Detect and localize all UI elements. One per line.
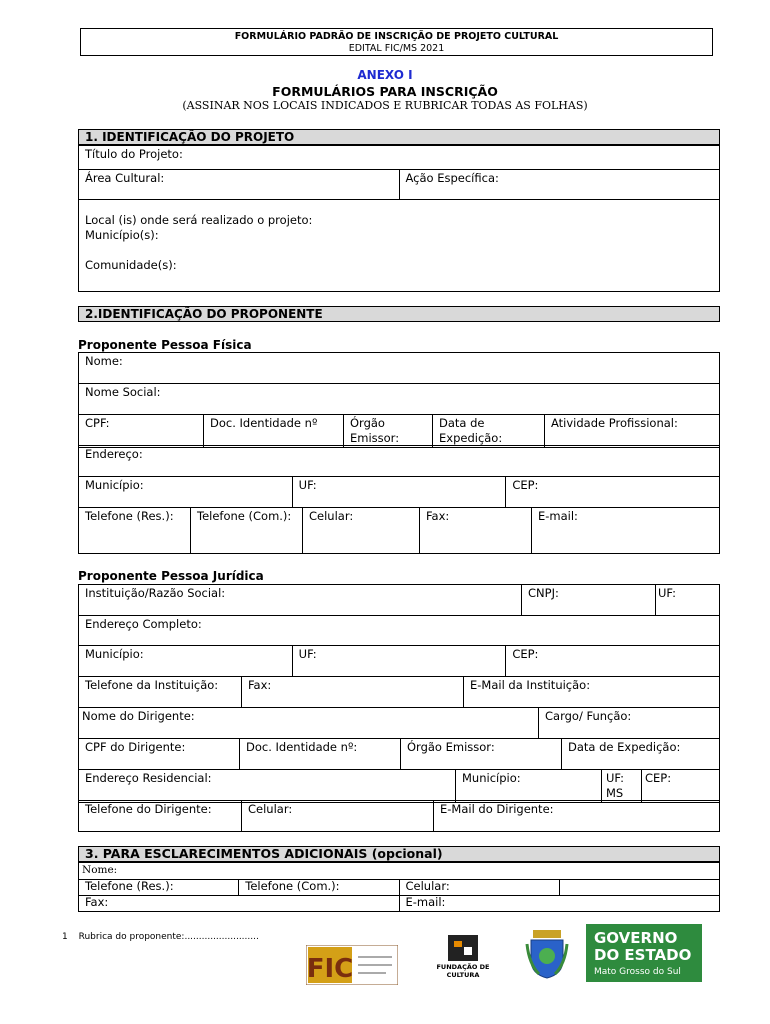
footer <box>62 932 259 942</box>
pj-orgao-dirigente-field[interactable]: Órgão Emissor: <box>401 739 562 770</box>
pj-end-res-field[interactable]: Endereço Residencial: <box>79 770 456 803</box>
pf-heading: Proponente Pessoa Física <box>78 338 252 352</box>
pj-dirigente-field[interactable]: Nome do Dirigente: <box>79 708 539 739</box>
contact-extra-field[interactable] <box>559 880 719 896</box>
pj-cep-field[interactable]: CEP: <box>506 646 720 677</box>
fic-logo-text: FIC <box>306 954 354 984</box>
section-2-header: 2.IDENTIFICAÇÃO DO PROPONENTE <box>78 306 720 322</box>
pf-municipio-field[interactable]: Município: <box>79 477 293 508</box>
pj-instituicao-field[interactable]: Instituição/Razão Social: <box>79 585 522 616</box>
pj-cnpj-field[interactable]: CNPJ: <box>522 585 656 616</box>
pf-celular-field[interactable]: Celular: <box>303 508 420 554</box>
pj-table-1 <box>78 584 720 616</box>
pj-cep-dirigente-field[interactable]: CEP: <box>642 770 720 803</box>
pj-table-7 <box>78 800 720 832</box>
pj-uf-field[interactable]: UF: <box>656 585 720 616</box>
location-label: Local (is) onde será realizado o projeto: <box>85 213 313 227</box>
contact-celular-field[interactable]: Celular: <box>399 880 559 896</box>
pf-cpf-field[interactable]: CPF: <box>79 415 204 448</box>
pj-endereco-field[interactable]: Endereço Completo: <box>79 616 720 646</box>
pf-email-field[interactable]: E-mail: <box>532 508 720 554</box>
pf-tel-com-field[interactable]: Telefone (Com.): <box>191 508 303 554</box>
section-1-header: 1. IDENTIFICAÇÃO DO PROJETO <box>78 129 720 145</box>
rubrica-line: Rubrica do proponente:.......................... <box>78 932 259 942</box>
pf-orgao-field[interactable]: Órgão Emissor: <box>344 415 433 448</box>
pj-cel-dirigente-field[interactable]: Celular: <box>242 801 434 832</box>
communities-label: Comunidade(s): <box>85 258 177 272</box>
section-3-table <box>78 862 720 912</box>
municipalities-label: Município(s): <box>85 228 159 242</box>
pj-fax-field[interactable]: Fax: <box>242 677 464 708</box>
pf-data-exp-field[interactable]: Data de Expedição: <box>433 415 545 448</box>
location-field[interactable] <box>79 200 720 292</box>
gov-logo-line2: DO ESTADO <box>594 946 692 964</box>
pf-tel-res-field[interactable]: Telefone (Res.): <box>79 508 191 554</box>
pj-municipio-field[interactable]: Município: <box>79 646 293 677</box>
section-3-header: 3. PARA ESCLARECIMENTOS ADICIONAIS (opcional) <box>78 846 720 862</box>
page-number: 1 <box>62 932 68 942</box>
fundacao-logo-text: FUNDAÇÃO DE CULTURA <box>436 963 490 979</box>
pj-uf2-field[interactable]: UF: <box>292 646 506 677</box>
coat-of-arms-icon <box>525 928 569 980</box>
pf-address-field[interactable]: Endereço: <box>79 446 720 477</box>
form-header <box>80 28 713 56</box>
pf-uf-field[interactable]: UF: <box>292 477 506 508</box>
pj-email-inst-field[interactable]: E-Mail da Instituição: <box>464 677 720 708</box>
pj-table-4 <box>78 707 720 739</box>
pj-uf-dirigente-field[interactable]: UF: MS <box>602 770 642 803</box>
gov-logo-line3: Mato Grosso do Sul <box>594 967 681 977</box>
pj-table-6 <box>78 769 720 803</box>
form-header-title: FORMULÁRIO PADRÃO DE INSCRIÇÃO DE PROJETO CULTURAL <box>234 31 559 42</box>
contact-fax-field[interactable]: Fax: <box>79 896 400 912</box>
gov-logo-line1: GOVERNO <box>594 929 678 947</box>
pj-tel-dirigente-field[interactable]: Telefone do Dirigente: <box>79 801 242 832</box>
pf-activity-field[interactable]: Atividade Profissional: <box>545 415 720 448</box>
pf-table-3 <box>78 445 720 508</box>
pf-fax-field[interactable]: Fax: <box>420 508 532 554</box>
governo-ms-logo <box>586 924 702 982</box>
pj-data-dirigente-field[interactable]: Data de Expedição: <box>562 739 720 770</box>
pj-tel-inst-field[interactable]: Telefone da Instituição: <box>79 677 242 708</box>
fic-logo <box>306 945 398 985</box>
pf-cep-field[interactable]: CEP: <box>506 477 720 508</box>
pf-social-name-field[interactable]: Nome Social: <box>79 384 720 415</box>
pf-table-1 <box>78 352 720 415</box>
page-instructions: (ASSINAR NOS LOCAIS INDICADOS E RUBRICAR TODAS AS FOLHAS) <box>182 99 588 112</box>
cultural-area-field[interactable]: Área Cultural: <box>79 170 400 200</box>
pj-mun-dirigente-field[interactable]: Município: <box>456 770 602 803</box>
pj-email-dirigente-field[interactable]: E-Mail do Dirigente: <box>434 801 720 832</box>
anexo-title: ANEXO I <box>357 68 413 82</box>
contact-tel-res-field[interactable]: Telefone (Res.): <box>79 880 239 896</box>
pf-doc-field[interactable]: Doc. Identidade nº <box>204 415 344 448</box>
pj-heading: Proponente Pessoa Jurídica <box>78 569 264 583</box>
section-1-table <box>78 145 720 292</box>
pj-cargo-field[interactable]: Cargo/ Função: <box>539 708 720 739</box>
pj-table-5 <box>78 738 720 770</box>
pf-table-2 <box>78 414 720 448</box>
pj-cpf-dirigente-field[interactable]: CPF do Dirigente: <box>79 739 240 770</box>
fundacao-cultura-logo <box>436 933 490 985</box>
contact-name-field[interactable]: Nome: <box>79 863 720 880</box>
specific-action-field[interactable]: Ação Específica: <box>399 170 720 200</box>
pj-table-2 <box>78 615 720 677</box>
contact-email-field[interactable]: E-mail: <box>399 896 720 912</box>
pj-doc-dirigente-field[interactable]: Doc. Identidade nº: <box>240 739 401 770</box>
pf-name-field[interactable]: Nome: <box>79 353 720 384</box>
pj-table-3 <box>78 676 720 708</box>
pf-table-4 <box>78 507 720 554</box>
page-title: FORMULÁRIOS PARA INSCRIÇÃO <box>272 84 498 99</box>
contact-tel-com-field[interactable]: Telefone (Com.): <box>239 880 399 896</box>
project-title-field[interactable]: Título do Projeto: <box>79 146 720 170</box>
form-header-edital: EDITAL FIC/MS 2021 <box>348 43 445 54</box>
